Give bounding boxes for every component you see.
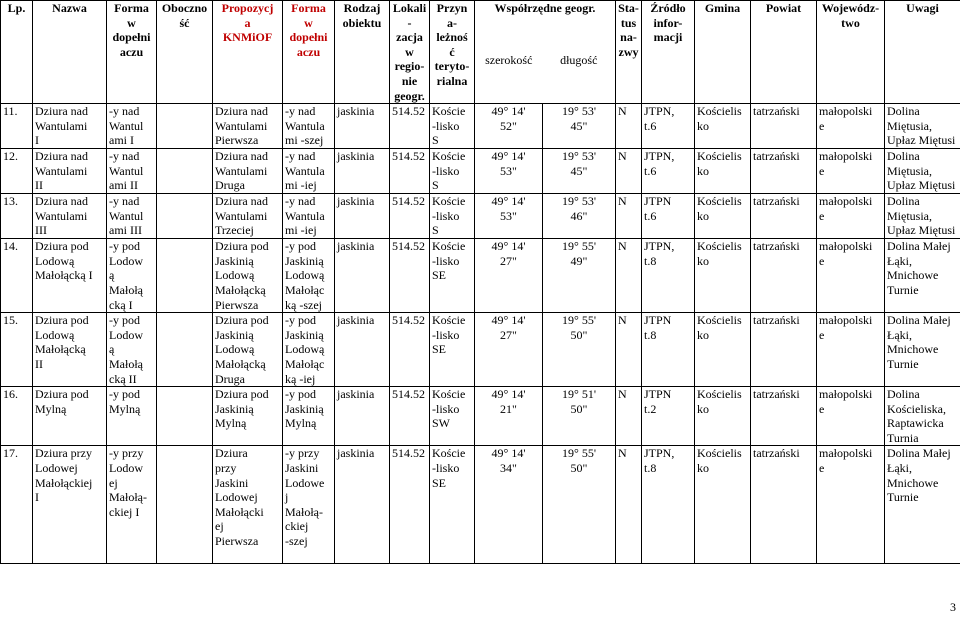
cell-gmina: Kościelis ko [695, 313, 751, 387]
cell-forma: -y nad Wantul ami III [107, 194, 157, 239]
cell-powiat: tatrzański [751, 149, 817, 194]
cell-rodzaj: jaskinia [335, 104, 390, 149]
cell-rodzaj: jaskinia [335, 239, 390, 313]
cell-szerokosc: 49° 14' 53" [475, 194, 543, 239]
cell-wojewodztwo: małopolski e [817, 194, 885, 239]
cell-dlugosc: 19° 53' 46" [543, 194, 616, 239]
cell-lokalizacja: 514.52 [390, 387, 430, 446]
cell-szerokosc: 49° 14' 34" [475, 446, 543, 564]
cell-rodzaj: jaskinia [335, 149, 390, 194]
cell-wojewodztwo: małopolski e [817, 387, 885, 446]
cell-uwagi: Dolina Miętusia, Upłaz Miętusi [885, 194, 960, 239]
cell-rodzaj: jaskinia [335, 194, 390, 239]
cell-uwagi: Dolina Małej Łąki, Mnichowe Turnie [885, 313, 960, 387]
cell-uwagi: Dolina Miętusia, Upłaz Miętusi [885, 149, 960, 194]
cell-dlugosc: 19° 53' 45" [543, 149, 616, 194]
page-number: 3 [950, 600, 956, 614]
header-status: Sta- tus na- zwy [616, 1, 642, 104]
cell-status: N [616, 313, 642, 387]
cell-forma: -y pod Lodow ą Małołą cką I [107, 239, 157, 313]
cell-lp: 12. [1, 149, 33, 194]
cell-lp: 15. [1, 313, 33, 387]
cell-dlugosc: 19° 53' 45" [543, 104, 616, 149]
cell-wojewodztwo: małopolski e [817, 149, 885, 194]
cell-szerokosc: 49° 14' 52" [475, 104, 543, 149]
cell-forma2: -y nad Wantula mi -iej [283, 194, 335, 239]
cell-lp: 16. [1, 387, 33, 446]
header-dlugosc: długość [560, 53, 598, 67]
cell-forma: -y pod Lodow ą Małołą cką II [107, 313, 157, 387]
cell-gmina: Kościelis ko [695, 239, 751, 313]
cell-zrodlo: JTPN, t.6 [642, 104, 695, 149]
cell-propozycja: Dziura nad Wantulami Trzeciej [213, 194, 283, 239]
cell-uwagi: Dolina Miętusia, Upłaz Miętusi [885, 104, 960, 149]
cell-zrodlo: JTPN t.6 [642, 194, 695, 239]
table-row [1, 239, 960, 313]
table-row [1, 194, 960, 239]
cell-forma2: -y nad Wantula mi -szej [283, 104, 335, 149]
cell-obocznosc [157, 149, 213, 194]
cell-uwagi: Dolina Małej Łąki, Mnichowe Turnie [885, 239, 960, 313]
header-przynaleznosc: Przyn a- leżnoś ć teryto- rialna [430, 1, 475, 104]
header-propozycja: Propozycj a KNMiOF [213, 1, 283, 104]
cell-forma: -y nad Wantul ami II [107, 149, 157, 194]
cell-lokalizacja: 514.52 [390, 104, 430, 149]
cell-uwagi: Dolina Kościeliska, Raptawicka Turnia [885, 387, 960, 446]
cell-obocznosc [157, 104, 213, 149]
cell-powiat: tatrzański [751, 387, 817, 446]
cell-dlugosc: 19° 55' 50" [543, 446, 616, 564]
cell-wojewodztwo: małopolski e [817, 446, 885, 564]
cell-obocznosc [157, 194, 213, 239]
cell-status: N [616, 446, 642, 564]
cell-nazwa: Dziura pod Lodową Małołącką II [33, 313, 107, 387]
cell-gmina: Kościelis ko [695, 446, 751, 564]
cell-lokalizacja: 514.52 [390, 313, 430, 387]
cell-powiat: tatrzański [751, 446, 817, 564]
header-wojewodztwo: Wojewódz- two [817, 1, 885, 104]
cell-lp: 14. [1, 239, 33, 313]
cell-propozycja: Dziura przy Jaskini Lodowej Małołącki ej Pierwsza [213, 446, 283, 564]
cell-gmina: Kościelis ko [695, 104, 751, 149]
cell-obocznosc [157, 239, 213, 313]
header-wspolrzedne-label: Współrzędne geogr. [494, 1, 596, 15]
cell-szerokosc: 49° 14' 27" [475, 239, 543, 313]
header-szerokosc: szerokość [485, 53, 533, 67]
cell-status: N [616, 104, 642, 149]
header-forma: Forma w dopełni aczu [107, 1, 157, 104]
cell-forma2: -y nad Wantula mi -iej [283, 149, 335, 194]
header-wspolrzedne [475, 1, 616, 104]
cell-szerokosc: 49° 14' 27" [475, 313, 543, 387]
cell-przynaleznosc: Koście -lisko SE [430, 239, 475, 313]
cell-nazwa: Dziura pod Mylną [33, 387, 107, 446]
cell-gmina: Kościelis ko [695, 194, 751, 239]
cell-powiat: tatrzański [751, 313, 817, 387]
cell-rodzaj: jaskinia [335, 387, 390, 446]
cell-nazwa: Dziura przy Lodowej Małołąckiej I [33, 446, 107, 564]
cell-powiat: tatrzański [751, 194, 817, 239]
cell-propozycja: Dziura nad Wantulami Druga [213, 149, 283, 194]
table-row [1, 446, 960, 564]
header-nazwa: Nazwa [33, 1, 107, 104]
cell-lokalizacja: 514.52 [390, 194, 430, 239]
cell-lp: 17. [1, 446, 33, 564]
cell-zrodlo: JTPN, t.6 [642, 149, 695, 194]
cell-uwagi: Dolina Małej Łąki, Mnichowe Turnie [885, 446, 960, 564]
cell-propozycja: Dziura pod Jaskinią Mylną [213, 387, 283, 446]
cell-propozycja: Dziura nad Wantulami Pierwsza [213, 104, 283, 149]
header-gmina: Gmina [695, 1, 751, 104]
cell-lokalizacja: 514.52 [390, 446, 430, 564]
cell-lokalizacja: 514.52 [390, 239, 430, 313]
header-powiat: Powiat [751, 1, 817, 104]
cell-forma2: -y pod Jaskinią Lodową Małołąc ką -iej [283, 313, 335, 387]
cell-przynaleznosc: Koście -lisko SE [430, 313, 475, 387]
table-row [1, 149, 960, 194]
header-lp: Lp. [1, 1, 33, 104]
cell-rodzaj: jaskinia [335, 446, 390, 564]
cell-powiat: tatrzański [751, 239, 817, 313]
cell-przynaleznosc: Koście -lisko SW [430, 387, 475, 446]
cell-przynaleznosc: Koście -lisko SE [430, 446, 475, 564]
cell-forma: -y pod Mylną [107, 387, 157, 446]
cell-przynaleznosc: Koście -lisko S [430, 149, 475, 194]
header-obocznosc: Oboczno ść [157, 1, 213, 104]
cell-wojewodztwo: małopolski e [817, 239, 885, 313]
cell-propozycja: Dziura pod Jaskinią Lodową Małołącką Pierwsza [213, 239, 283, 313]
cell-status: N [616, 239, 642, 313]
header-uwagi: Uwagi [885, 1, 960, 104]
cell-forma2: -y przy Jaskini Lodowe j Małołą- ckiej -szej [283, 446, 335, 564]
cell-nazwa: Dziura nad Wantulami III [33, 194, 107, 239]
cell-zrodlo: JTPN, t.8 [642, 446, 695, 564]
cell-rodzaj: jaskinia [335, 313, 390, 387]
cell-forma: -y nad Wantul ami I [107, 104, 157, 149]
cell-dlugosc: 19° 51' 50" [543, 387, 616, 446]
cell-dlugosc: 19° 55' 49" [543, 239, 616, 313]
cell-nazwa: Dziura nad Wantulami I [33, 104, 107, 149]
table-row [1, 387, 960, 446]
cell-przynaleznosc: Koście -lisko S [430, 104, 475, 149]
header-zrodlo: Źródło infor- macji [642, 1, 695, 104]
cell-przynaleznosc: Koście -lisko S [430, 194, 475, 239]
cell-zrodlo: JTPN t.2 [642, 387, 695, 446]
header-forma2: Forma w dopełni aczu [283, 1, 335, 104]
cell-obocznosc [157, 313, 213, 387]
cell-gmina: Kościelis ko [695, 149, 751, 194]
cell-forma: -y przy Lodow ej Małołą- ckiej I [107, 446, 157, 564]
header-rodzaj: Rodzaj obiektu [335, 1, 390, 104]
header-lokalizacja: Lokali- zacja w regio- nie geogr. [390, 1, 430, 104]
cell-lp: 13. [1, 194, 33, 239]
cell-status: N [616, 194, 642, 239]
cell-nazwa: Dziura pod Lodową Małołącką I [33, 239, 107, 313]
cell-zrodlo: JTPN t.8 [642, 313, 695, 387]
cell-status: N [616, 149, 642, 194]
cell-forma2: -y pod Jaskinią Mylną [283, 387, 335, 446]
cell-propozycja: Dziura pod Jaskinią Lodową Małołącką Druga [213, 313, 283, 387]
cell-powiat: tatrzański [751, 104, 817, 149]
table-row [1, 104, 960, 149]
cell-nazwa: Dziura nad Wantulami II [33, 149, 107, 194]
cell-lp: 11. [1, 104, 33, 149]
cell-gmina: Kościelis ko [695, 387, 751, 446]
table-row [1, 313, 960, 387]
cell-forma2: -y pod Jaskinią Lodową Małołąc ką -szej [283, 239, 335, 313]
cell-szerokosc: 49° 14' 53" [475, 149, 543, 194]
cell-obocznosc [157, 446, 213, 564]
cell-szerokosc: 49° 14' 21" [475, 387, 543, 446]
cell-lokalizacja: 514.52 [390, 149, 430, 194]
cell-wojewodztwo: małopolski e [817, 313, 885, 387]
cell-dlugosc: 19° 55' 50" [543, 313, 616, 387]
cell-obocznosc [157, 387, 213, 446]
cell-wojewodztwo: małopolski e [817, 104, 885, 149]
cell-status: N [616, 387, 642, 446]
cell-zrodlo: JTPN, t.8 [642, 239, 695, 313]
